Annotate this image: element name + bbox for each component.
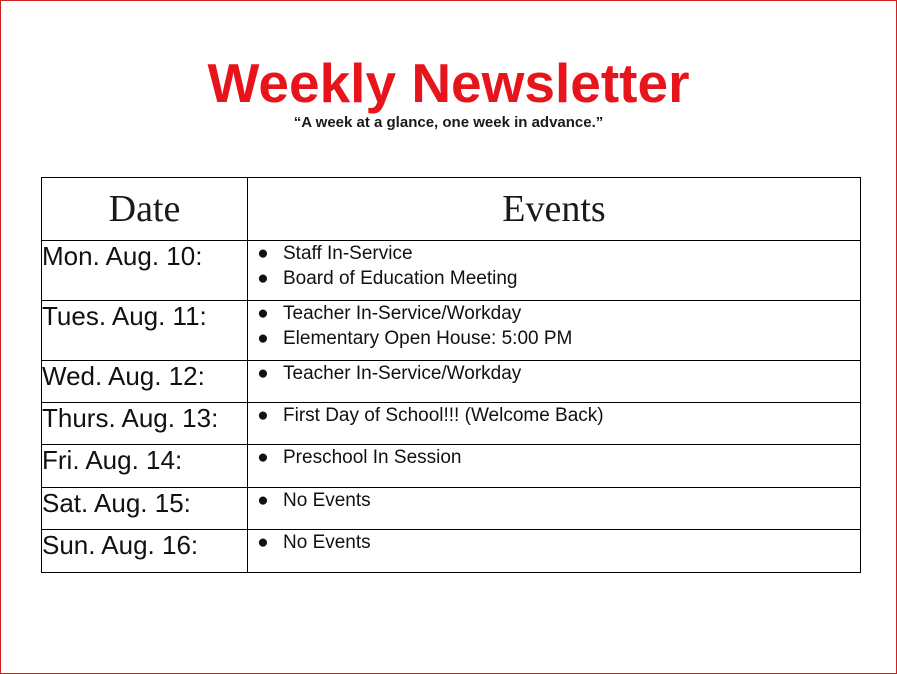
date-cell: Mon. Aug. 10: bbox=[42, 241, 248, 301]
event-text: Teacher In-Service/Workday bbox=[283, 363, 522, 384]
date-column-header: Date bbox=[42, 178, 248, 241]
list-item bbox=[248, 301, 860, 326]
bullet-icon: ● bbox=[257, 328, 269, 349]
events-cell bbox=[248, 361, 861, 403]
bullet-icon: ● bbox=[257, 447, 269, 468]
list-item bbox=[248, 403, 860, 428]
list-item bbox=[248, 445, 860, 470]
events-cell bbox=[248, 241, 861, 301]
bullet-icon: ● bbox=[257, 303, 269, 324]
date-cell: Sun. Aug. 16: bbox=[42, 530, 248, 573]
event-list bbox=[248, 488, 860, 513]
event-text: No Events bbox=[283, 532, 371, 553]
event-list bbox=[248, 445, 860, 470]
list-item bbox=[248, 530, 860, 555]
table-row bbox=[42, 403, 861, 445]
event-text: Teacher In-Service/Workday bbox=[283, 303, 522, 324]
event-list bbox=[248, 361, 860, 386]
events-cell bbox=[248, 488, 861, 530]
event-list bbox=[248, 241, 860, 291]
bullet-icon: ● bbox=[257, 363, 269, 384]
events-table bbox=[41, 177, 861, 573]
date-cell: Sat. Aug. 15: bbox=[42, 488, 248, 530]
date-cell: Fri. Aug. 14: bbox=[42, 445, 248, 488]
event-list bbox=[248, 530, 860, 555]
bullet-icon: ● bbox=[257, 532, 269, 553]
list-item bbox=[248, 488, 860, 513]
date-cell: Wed. Aug. 12: bbox=[42, 361, 248, 403]
bullet-icon: ● bbox=[257, 243, 269, 264]
event-text: Preschool In Session bbox=[283, 447, 462, 468]
table-row bbox=[42, 361, 861, 403]
table-row bbox=[42, 301, 861, 361]
events-column-header: Events bbox=[248, 178, 861, 241]
event-text: Board of Education Meeting bbox=[283, 268, 518, 289]
events-cell bbox=[248, 445, 861, 488]
events-cell bbox=[248, 301, 861, 361]
list-item bbox=[248, 266, 860, 291]
bullet-icon: ● bbox=[257, 490, 269, 511]
events-cell bbox=[248, 530, 861, 573]
table-row bbox=[42, 488, 861, 530]
event-text: Staff In-Service bbox=[283, 243, 413, 264]
page-subtitle: “A week at a glance, one week in advance.” bbox=[293, 114, 604, 131]
table-row bbox=[42, 241, 861, 301]
table-row bbox=[42, 530, 861, 573]
list-item bbox=[248, 241, 860, 266]
event-text: Elementary Open House: 5:00 PM bbox=[283, 328, 573, 349]
page-title: Weekly Newsletter bbox=[207, 52, 690, 114]
events-cell bbox=[248, 403, 861, 445]
table-row bbox=[42, 445, 861, 488]
list-item bbox=[248, 326, 860, 351]
event-text: No Events bbox=[283, 490, 371, 511]
bullet-icon: ● bbox=[257, 405, 269, 426]
event-list bbox=[248, 301, 860, 351]
table-header-row bbox=[42, 178, 861, 241]
event-list bbox=[248, 403, 860, 428]
event-text: First Day of School!!! (Welcome Back) bbox=[283, 405, 604, 426]
list-item bbox=[248, 361, 860, 386]
date-cell: Tues. Aug. 11: bbox=[42, 301, 248, 361]
date-cell: Thurs. Aug. 13: bbox=[42, 403, 248, 445]
bullet-icon: ● bbox=[257, 268, 269, 289]
